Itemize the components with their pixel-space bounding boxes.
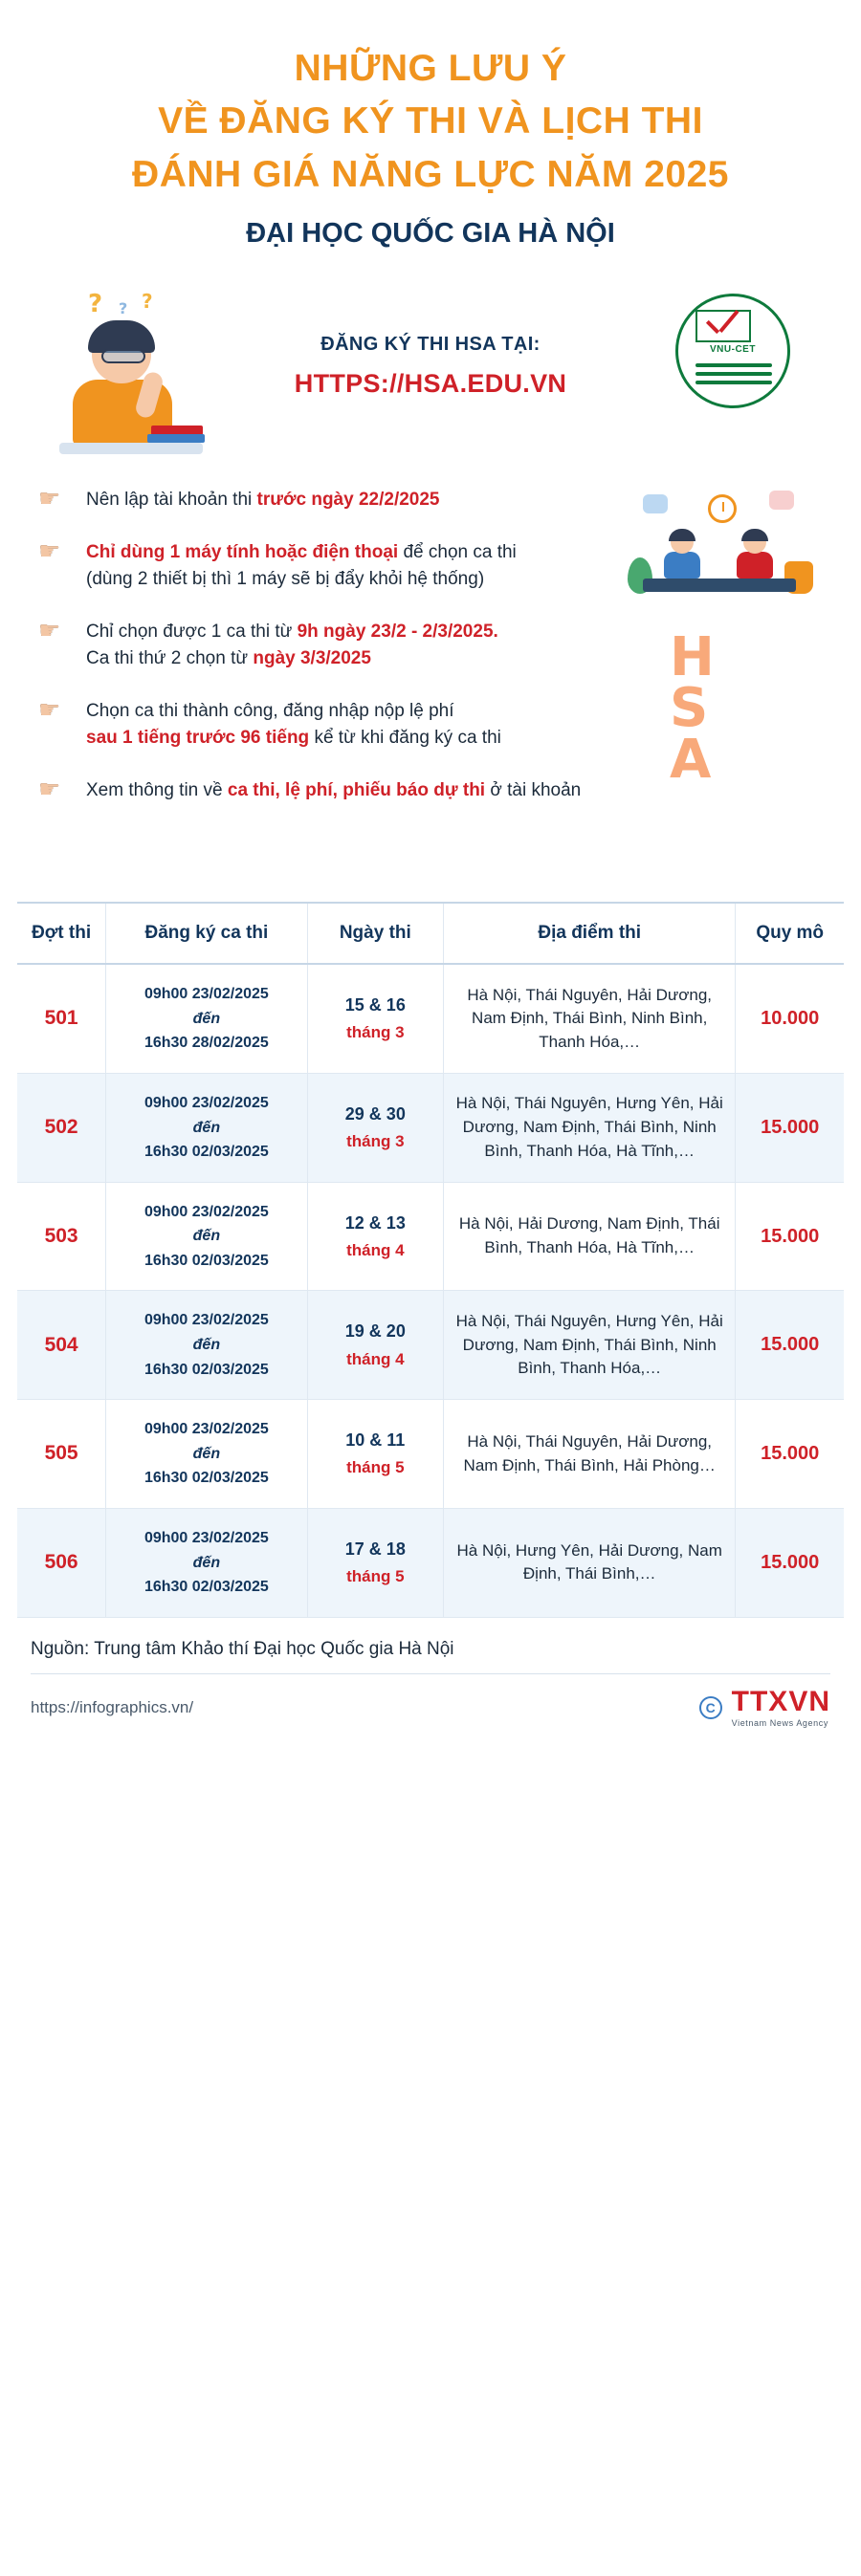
cell-exam-round: 501 xyxy=(17,964,106,1073)
exam-schedule-table xyxy=(17,904,844,1618)
page-title-line-3: ĐÁNH GIÁ NĂNG LỰC NĂM 2025 xyxy=(132,153,729,195)
table-body xyxy=(17,964,844,1617)
hsa-letter-h: H xyxy=(670,626,717,689)
cell-quota: 15.000 xyxy=(736,1509,844,1618)
column-header-exam-date: Ngày thi xyxy=(307,904,443,964)
cell-registration-window: 09h00 23/02/2025 đến 16h30 02/03/2025 xyxy=(106,1291,307,1400)
logo-label: VNU-CET xyxy=(710,344,756,356)
table-row xyxy=(17,1073,844,1182)
cell-location: Hà Nội, Thái Nguyên, Hải Dương, Nam Định, Thái Bình, Hải Phòng… xyxy=(444,1400,736,1509)
cell-registration-window: 09h00 23/02/2025 đến 16h30 02/03/2025 xyxy=(106,1400,307,1509)
table-row xyxy=(17,1509,844,1618)
cell-location: Hà Nội, Hải Dương, Nam Định, Thái Bình, Thanh Hóa, Hà Tĩnh,… xyxy=(444,1182,736,1291)
note-text: Xem thông tin về ca thi, lệ phí, phiếu báo dự thi ở tài khoản xyxy=(86,779,582,800)
question-mark-icon: ? xyxy=(88,290,103,319)
footer-bar xyxy=(31,1673,830,1749)
cell-registration-window: 09h00 23/02/2025 đến 16h30 02/03/2025 xyxy=(106,1182,307,1291)
table-row xyxy=(17,964,844,1073)
page-title-line-2: VỀ ĐĂNG KÝ THI VÀ LỊCH THI xyxy=(158,100,703,142)
hsa-letter-s: S xyxy=(670,677,711,740)
cell-exam-round: 504 xyxy=(17,1291,106,1400)
cell-exam-round: 503 xyxy=(17,1182,106,1291)
hsa-illustration xyxy=(626,491,817,806)
question-mark-icon: ? xyxy=(119,299,128,318)
note-item xyxy=(38,616,612,673)
cell-exam-date: 15 & 16 tháng 3 xyxy=(307,964,443,1073)
pointing-hand-icon: ☛ xyxy=(38,616,61,645)
cell-registration-window: 09h00 23/02/2025 đến 16h30 02/03/2025 xyxy=(106,1073,307,1182)
note-item xyxy=(38,695,612,753)
cell-exam-round: 502 xyxy=(17,1073,106,1182)
check-icon xyxy=(703,317,745,340)
ttxvn-logo xyxy=(731,1685,830,1728)
cell-exam-round: 506 xyxy=(17,1509,106,1618)
student-figure xyxy=(660,531,704,582)
cell-quota: 15.000 xyxy=(736,1291,844,1400)
page-title-line-1: NHỮNG LƯU Ý xyxy=(294,48,567,89)
question-mark-icon: ? xyxy=(142,290,153,314)
table-row xyxy=(17,1400,844,1509)
cell-exam-date: 17 & 18 tháng 5 xyxy=(307,1509,443,1618)
cell-quota: 15.000 xyxy=(736,1182,844,1291)
page-subtitle: ĐẠI HỌC QUỐC GIA HÀ NỘI xyxy=(246,218,615,250)
vnu-cet-logo xyxy=(675,294,790,408)
exam-schedule-table-wrap xyxy=(17,902,844,1618)
desk-shape xyxy=(59,443,203,454)
cell-quota: 15.000 xyxy=(736,1073,844,1182)
hsa-letter-a: A xyxy=(670,728,714,791)
note-item xyxy=(38,536,612,594)
footer xyxy=(0,1639,861,1749)
registration-block xyxy=(0,273,861,483)
notes-section xyxy=(0,483,861,894)
cell-quota: 10.000 xyxy=(736,964,844,1073)
column-header-location: Địa điểm thi xyxy=(444,904,736,964)
cell-location: Hà Nội, Thái Nguyên, Hải Dương, Nam Định, Thái Bình, Ninh Bình, Thanh Hóa,… xyxy=(444,964,736,1073)
table-row xyxy=(17,1182,844,1291)
column-header-registration: Đăng ký ca thi xyxy=(106,904,307,964)
cell-quota: 15.000 xyxy=(736,1400,844,1509)
copyright-icon: C xyxy=(699,1696,722,1719)
note-text: Chỉ dùng 1 máy tính hoặc điện thoại để chọn ca thi (dùng 2 thiết bị thì 1 máy sẽ bị đẩy khỏi hệ thống) xyxy=(86,541,517,590)
pointing-hand-icon: ☛ xyxy=(38,775,61,804)
speech-bubble-icon xyxy=(643,494,668,513)
source-text: Nguồn: Trung tâm Khảo thí Đại học Quốc gia Hà Nội xyxy=(31,1638,454,1659)
column-header-quota: Quy mô xyxy=(736,904,844,964)
note-text: Chỉ chọn được 1 ca thi từ 9h ngày 23/2 - 2/3/2025. Ca thi thứ 2 chọn từ ngày 3/3/2025 xyxy=(86,621,498,669)
pointing-hand-icon: ☛ xyxy=(38,536,61,566)
column-header-exam-round: Đợt thi xyxy=(17,904,106,964)
cell-exam-round: 505 xyxy=(17,1400,106,1509)
book-icon xyxy=(695,363,772,392)
registration-label: ĐĂNG KÝ THI HSA TẠI: xyxy=(320,334,541,356)
brand-block xyxy=(699,1685,830,1728)
classroom-scene xyxy=(626,491,817,624)
registration-url[interactable]: HTTPS://HSA.EDU.VN xyxy=(294,369,567,399)
hsa-letters xyxy=(670,626,775,791)
brand-name: TTXVN xyxy=(731,1685,830,1717)
pointing-hand-icon: ☛ xyxy=(38,695,61,725)
cell-location: Hà Nội, Thái Nguyên, Hưng Yên, Hải Dương, Nam Định, Thái Bình, Ninh Bình, Thanh Hóa,… xyxy=(444,1291,736,1400)
book-icon xyxy=(147,434,205,443)
cell-registration-window: 09h00 23/02/2025 đến 16h30 28/02/2025 xyxy=(106,964,307,1073)
note-text: Nên lập tài khoản thi trước ngày 22/2/2025 xyxy=(86,490,440,511)
speech-bubble-icon xyxy=(769,491,794,510)
cell-exam-date: 29 & 30 tháng 3 xyxy=(307,1073,443,1182)
cell-location: Hà Nội, Hưng Yên, Hải Dương, Nam Định, Thái Bình,… xyxy=(444,1509,736,1618)
note-item xyxy=(38,487,612,514)
cell-location: Hà Nội, Thái Nguyên, Hưng Yên, Hải Dương, Nam Định, Thái Bình, Ninh Bình, Thanh Hóa, Hà Tĩnh,… xyxy=(444,1073,736,1182)
table-header-row xyxy=(17,904,844,964)
website-link[interactable]: https://infographics.vn/ xyxy=(31,1697,194,1716)
clock-icon xyxy=(708,494,737,523)
note-text: Chọn ca thi thành công, đăng nhập nộp lệ phí sau 1 tiếng trước 96 tiếng kể từ khi đăng ký ca thi xyxy=(86,700,501,749)
brand-subtitle: Vietnam News Agency xyxy=(731,1717,828,1728)
cell-registration-window: 09h00 23/02/2025 đến 16h30 02/03/2025 xyxy=(106,1509,307,1618)
cell-exam-date: 19 & 20 tháng 4 xyxy=(307,1291,443,1400)
desk-shape xyxy=(643,579,796,592)
header xyxy=(0,0,861,259)
table-row xyxy=(17,1291,844,1400)
cell-exam-date: 10 & 11 tháng 5 xyxy=(307,1400,443,1509)
pointing-hand-icon: ☛ xyxy=(38,485,61,514)
note-item xyxy=(38,777,612,805)
cell-exam-date: 12 & 13 tháng 4 xyxy=(307,1182,443,1291)
student-figure xyxy=(733,531,777,582)
